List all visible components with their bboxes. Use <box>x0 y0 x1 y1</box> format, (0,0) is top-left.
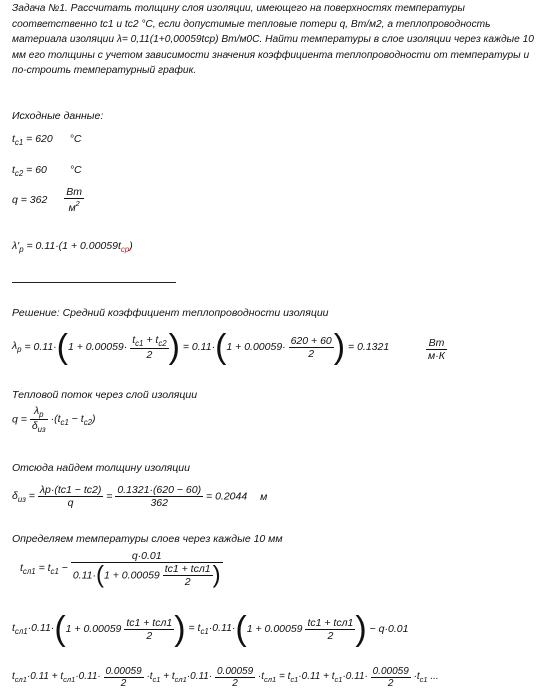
thickness-heading: Отсюда найдем толщину изоляции <box>12 462 190 474</box>
tc1-value: = 620 <box>26 133 53 145</box>
q-unit-denominator: $м^2$ <box>68 199 80 214</box>
q-equation <box>12 186 84 214</box>
lambda-symbol: λ' <box>12 240 20 252</box>
initial-data-heading: Исходные данные: <box>12 110 104 122</box>
thickness-result: = 0.2044 <box>206 490 248 503</box>
flux-equation: q = $\frac{\lambda_p}{\delta_{из}}$ $\cdot(t_{c1} - t_{c2})$ <box>12 405 96 434</box>
lambda-tcp-subscript: ср <box>120 245 130 254</box>
q-value: q = 362 <box>12 194 48 206</box>
lambda-result: = 0.1321 <box>348 341 390 353</box>
flux-heading: Тепловой поток через слой изоляции <box>12 389 198 401</box>
tc1-subscript: c1 <box>14 138 24 147</box>
lambda-average-equation: $\lambda_p = 0.11\cdot(1 + 0.00059\cdot$ $\frac{t_{c1} + t_{c2}}{2}$ ) = 0.11·(1 + 0.00059· $\frac{620 + 60}{2}$ ) = 0.1321 <box>12 328 390 366</box>
q-unit <box>64 186 84 214</box>
layers-heading: Определяем температуры слоев через каждые 10 мм <box>12 533 283 545</box>
tc1-symbol: t <box>12 133 15 145</box>
q-unit-numerator: Вт <box>66 186 82 198</box>
divider-line <box>12 282 176 283</box>
tc1-unit: °C <box>69 133 82 145</box>
tc2-value: = 60 <box>26 164 47 176</box>
numeric-temp-fraction: $\frac{620 + 60}{2}$ <box>290 334 332 360</box>
layer-eq-3: $t_{сл1}\cdot 0.11 + t_{сл1}\cdot 0.11\cdot$ $\frac{0.00059}{2}$ $\cdot t_{c1} + t_{сл1}\cdot 0.11\cdot$ $\frac{0.00059}{2}$ $\cdot t_{сл1} = t_{c1}\cdot 0.11 + t_{c1}\cdot 0.11\cdot$ $\frac{0.00059}{2}$ $\cdot t_{c1}$ ... <box>12 666 439 689</box>
tc2-unit: °C <box>69 164 82 176</box>
tc1-equation <box>12 133 81 147</box>
lambda-definition <box>12 240 133 254</box>
lambda-subscript: p <box>19 245 24 254</box>
lambda-unit: $\frac{Вт}{м\cdot К}$ <box>428 337 445 362</box>
solution-heading: Решение: Средний коэффициент теплопроводности изоляции <box>12 307 329 319</box>
layer-eq-2: $t_{сл1}\cdot 0.11\cdot(1 + 0.00059$ $\frac{\text{tc1 + tсл1}}{2}$ ) = $t_{c1}\cdot 0.11\cdot(1 + 0.00059$ $\frac{\text{tc1 + tсл1}}{2}$ ) − q·0.01 <box>12 610 409 648</box>
lambda-expression: = 0.11·(1 + 0.00059t <box>26 240 121 252</box>
average-temp-fraction: $\frac{t_{c1} + t_{c2}}{2}$ <box>132 333 167 361</box>
thickness-unit: м <box>260 490 268 503</box>
tc2-symbol: t <box>12 164 15 176</box>
tc2-equation <box>12 164 82 178</box>
thickness-equation: $\delta_{из}$ = $\frac{\lambda p\cdot(tc1 - tc2)}{q}$ = $\frac{0.1321\cdot(620 - 60)}{362}$ = 0.2044 м <box>12 484 268 509</box>
task-statement: Задача №1. Рассчитать толщину слоя изоляции, имеющего на поверхностях температуры соответственно tc1 и tc2 °C, если допустимые тепловые потери q, Вт/м2, а теплопроводность материала изоляции λ= 0,11(1+0,00059tср) Вт/м0С. Найти температуры в слое изоляции через каждые 10 мм его толщины с учетом зависимости значения коэффициента теплопроводности от температуры и по-строить температурный график. <box>12 3 534 76</box>
layer-eq-1: $t_{сл1} = t_{c1}$ − q·0.01 0.11·(1 + 0.00059 $\frac{\text{tc1 + tсл1}}{2}$ ) <box>20 550 221 589</box>
lambda-close: ) <box>129 240 133 252</box>
tc2-subscript: c2 <box>14 169 24 178</box>
